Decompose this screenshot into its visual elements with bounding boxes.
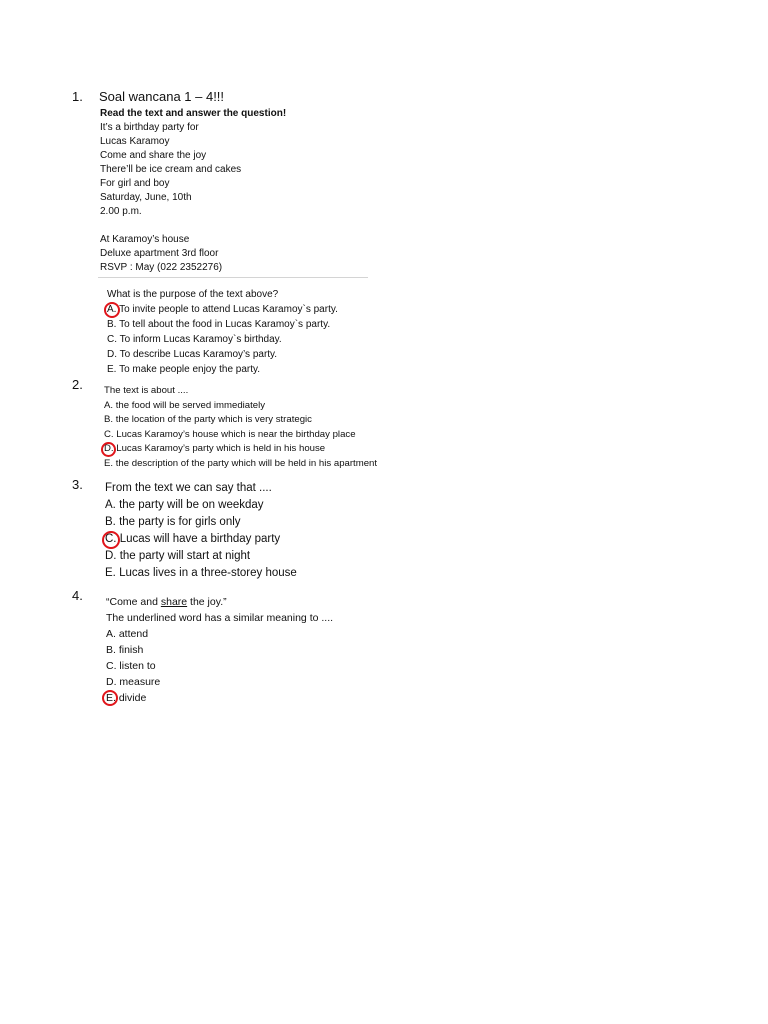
option-c[interactable]: C. Lucas will have a birthday party bbox=[105, 531, 297, 548]
option-b[interactable]: B. the location of the party which is very strategic bbox=[104, 414, 312, 425]
question-text: The text is about .... bbox=[104, 385, 189, 396]
option-e[interactable]: E. To make people enjoy the party. bbox=[107, 364, 261, 375]
option-c[interactable]: C. listen to bbox=[106, 660, 156, 672]
passage-line: There’ll be ice cream and cakes bbox=[100, 164, 242, 175]
passage-line: Saturday, June, 10th bbox=[100, 192, 192, 203]
answer-circle bbox=[102, 690, 118, 706]
question-text: From the text we can say that .... bbox=[105, 482, 272, 494]
question-text: What is the purpose of the text above? bbox=[107, 289, 279, 300]
answer-circle bbox=[101, 442, 116, 457]
question-number-2: 2. bbox=[72, 377, 83, 392]
question-number-4: 4. bbox=[72, 588, 83, 603]
question-4 bbox=[106, 594, 333, 706]
passage-line: At Karamoy’s house bbox=[100, 234, 190, 245]
question-1 bbox=[107, 287, 338, 377]
option-e[interactable]: E. divide bbox=[106, 690, 333, 706]
reading-passage bbox=[100, 107, 286, 275]
passage-line: Come and share the joy bbox=[100, 150, 207, 161]
question-number-3: 3. bbox=[72, 477, 83, 492]
option-d[interactable]: D. measure bbox=[106, 676, 161, 688]
option-d[interactable]: D. Lucas Karamoy’s party which is held in his house bbox=[104, 442, 377, 457]
passage-line: 2.00 p.m. bbox=[100, 206, 142, 217]
option-a[interactable]: A. the party will be on weekday bbox=[105, 499, 264, 511]
option-a[interactable]: A. the food will be served immediately bbox=[104, 399, 266, 411]
passage-line: Deluxe apartment 3rd floor bbox=[100, 248, 219, 259]
option-d[interactable]: D. To describe Lucas Karamoy’s party. bbox=[107, 349, 278, 360]
passage-line: It’s a birthday party for bbox=[100, 122, 199, 133]
option-b[interactable]: B. the party is for girls only bbox=[105, 516, 241, 528]
underlined-word: share bbox=[160, 596, 188, 608]
option-c[interactable]: C. Lucas Karamoy’s house which is near the birthday place bbox=[104, 428, 356, 440]
passage-line: RSVP : May (022 2352276) bbox=[100, 262, 223, 273]
option-a[interactable]: A. To invite people to attend Lucas Karamoy`s party. bbox=[107, 302, 338, 317]
option-c[interactable]: C. To inform Lucas Karamoy`s birthday. bbox=[107, 334, 282, 345]
passage-instruction: Read the text and answer the question! bbox=[100, 108, 287, 119]
passage-line: Lucas Karamoy bbox=[100, 136, 170, 147]
quote-line: “Come and share the joy.” bbox=[106, 596, 227, 608]
option-e[interactable]: E. Lucas lives in a three-storey house bbox=[105, 567, 297, 579]
option-b[interactable]: B. To tell about the food in Lucas Karamoy`s party. bbox=[107, 319, 331, 330]
option-a[interactable]: A. attend bbox=[106, 628, 149, 640]
passage-line: For girl and boy bbox=[100, 178, 170, 189]
question-text: The underlined word has a similar meaning to .... bbox=[106, 612, 334, 624]
question-number-1: 1. bbox=[72, 89, 83, 104]
page-title: Soal wancana 1 – 4!!! bbox=[99, 89, 225, 104]
option-b[interactable]: B. finish bbox=[106, 644, 144, 656]
question-3 bbox=[105, 480, 297, 582]
option-d[interactable]: D. the party will start at night bbox=[105, 550, 251, 562]
answer-circle bbox=[102, 531, 120, 549]
question-2 bbox=[104, 384, 377, 471]
divider bbox=[98, 277, 368, 278]
answer-circle bbox=[104, 302, 120, 318]
option-e[interactable]: E. the description of the party which will be held in his apartment bbox=[104, 457, 378, 469]
